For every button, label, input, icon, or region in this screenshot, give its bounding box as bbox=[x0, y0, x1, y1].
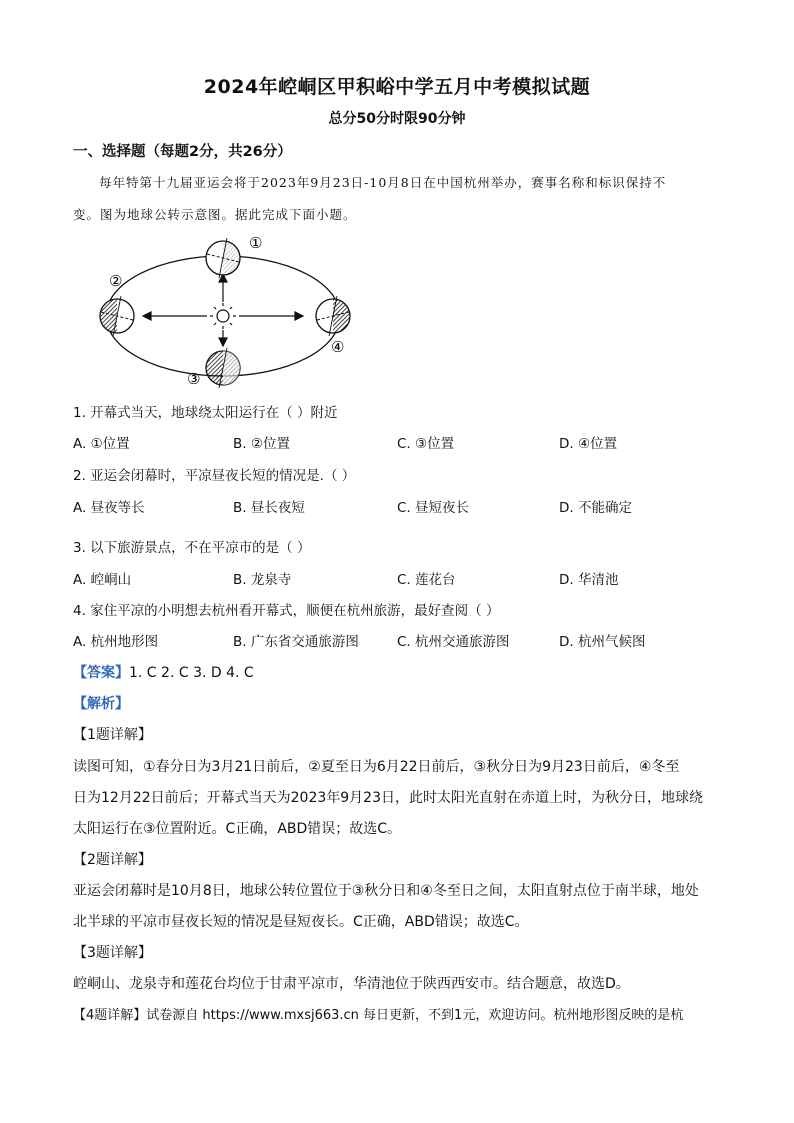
detail-4-text: 试卷源自 https://www.mxsj663.cn 每日更新，不到1元，欢迎访问。杭州地形图反映的是杭 bbox=[146, 1008, 684, 1023]
question-2-stem: 2. 亚运会闭幕时，平凉昼夜长短的情况是.（ ） bbox=[73, 468, 356, 484]
question-4-option-a: A. 杭州地形图 bbox=[73, 634, 159, 650]
question-3-option-d: D. 华清池 bbox=[559, 572, 619, 588]
detail-1-line-2: 日为12月22日前后；开幕式当天为2023年9月23日，此时太阳光直射在赤道上时，为秋分日，地球绕 bbox=[73, 790, 703, 806]
earth-position-2 bbox=[100, 296, 134, 336]
page-subtitle: 总分50分时限90分钟 bbox=[328, 111, 466, 127]
detail-2-line-2: 北半球的平凉市昼夜长短的情况是昼短夜长。C正确，ABD错误；故选C。 bbox=[73, 914, 529, 930]
question-1-option-d: D. ④位置 bbox=[559, 436, 618, 452]
question-3-option-c: C. 莲花台 bbox=[397, 572, 456, 588]
label-2: ② bbox=[109, 272, 123, 290]
earth-position-3 bbox=[206, 348, 240, 388]
detail-1-tag: 【1题详解】 bbox=[73, 727, 152, 743]
detail-2-tag: 【2题详解】 bbox=[73, 852, 152, 868]
question-3-option-b: B. 龙泉寺 bbox=[233, 572, 292, 588]
detail-4-row bbox=[73, 1004, 683, 1023]
answer-tag: 【答案】 bbox=[73, 665, 129, 681]
detail-2-line-1: 亚运会闭幕时是10月8日，地球公转位置位于③秋分日和④冬至日之间，太阳直射点位于南半球，地处 bbox=[73, 883, 699, 899]
question-1-option-a: A. ①位置 bbox=[73, 436, 130, 452]
question-2-option-a: A. 昼夜等长 bbox=[73, 500, 145, 516]
question-1-option-b: B. ②位置 bbox=[233, 436, 290, 452]
sun-icon bbox=[210, 303, 236, 329]
question-1-option-c: C. ③位置 bbox=[397, 436, 455, 452]
question-2-option-d: D. 不能确定 bbox=[559, 500, 632, 516]
question-2-option-b: B. 昼长夜短 bbox=[233, 500, 305, 516]
analysis-tag: 【解析】 bbox=[73, 696, 129, 712]
intro-line-1: 每年特第十九届亚运会将于2023年9月23日-10月8日在中国杭州举办，赛事名称和标识保持不 bbox=[99, 175, 667, 190]
earth-position-4 bbox=[316, 296, 350, 336]
label-4: ④ bbox=[331, 338, 345, 356]
earth-position-1 bbox=[206, 238, 240, 278]
question-1-stem: 1. 开幕式当天，地球绕太阳运行在（ ）附近 bbox=[73, 405, 338, 421]
question-3-option-a: A. 崆峒山 bbox=[73, 572, 132, 588]
page-title: 2024年崆峒区甲积峪中学五月中考模拟试题 bbox=[203, 76, 591, 98]
answer-row bbox=[73, 662, 254, 682]
intro-line-2: 变。图为地球公转示意图。据此完成下面小题。 bbox=[73, 207, 357, 222]
question-4-option-b: B. 广东省交通旅游图 bbox=[233, 634, 359, 650]
detail-1-line-1: 读图可知，①春分日为3月21日前后，②夏至日为6月22日前后，③秋分日为9月23日前后，④冬至 bbox=[73, 759, 680, 775]
detail-4-tag: 【4题详解】 bbox=[73, 1008, 147, 1023]
answer-text: 1. C 2. C 3. D 4. C bbox=[129, 665, 254, 681]
question-4-stem: 4. 家住平凉的小明想去杭州看开幕式，顺便在杭州旅游，最好查阅（ ） bbox=[73, 603, 500, 619]
section-heading: 一、选择题（每题2分，共26分） bbox=[73, 144, 292, 160]
question-4-option-c: C. 杭州交通旅游图 bbox=[397, 634, 510, 650]
detail-1-line-3: 太阳运行在③位置附近。C正确，ABD错误；故选C。 bbox=[73, 821, 402, 837]
label-1: ① bbox=[249, 234, 263, 252]
question-4-option-d: D. 杭州气候图 bbox=[559, 634, 646, 650]
question-3-stem: 3. 以下旅游景点，不在平凉市的是（ ） bbox=[73, 540, 311, 556]
question-2-option-c: C. 昼短夜长 bbox=[397, 500, 470, 516]
detail-3-tag: 【3题详解】 bbox=[73, 945, 152, 961]
earth-orbit-diagram bbox=[95, 228, 385, 388]
detail-3-line-1: 崆峒山、龙泉寺和莲花台均位于甘肃平凉市，华清池位于陕西西安市。结合题意，故选D。 bbox=[73, 976, 630, 992]
label-3: ③ bbox=[187, 370, 201, 388]
